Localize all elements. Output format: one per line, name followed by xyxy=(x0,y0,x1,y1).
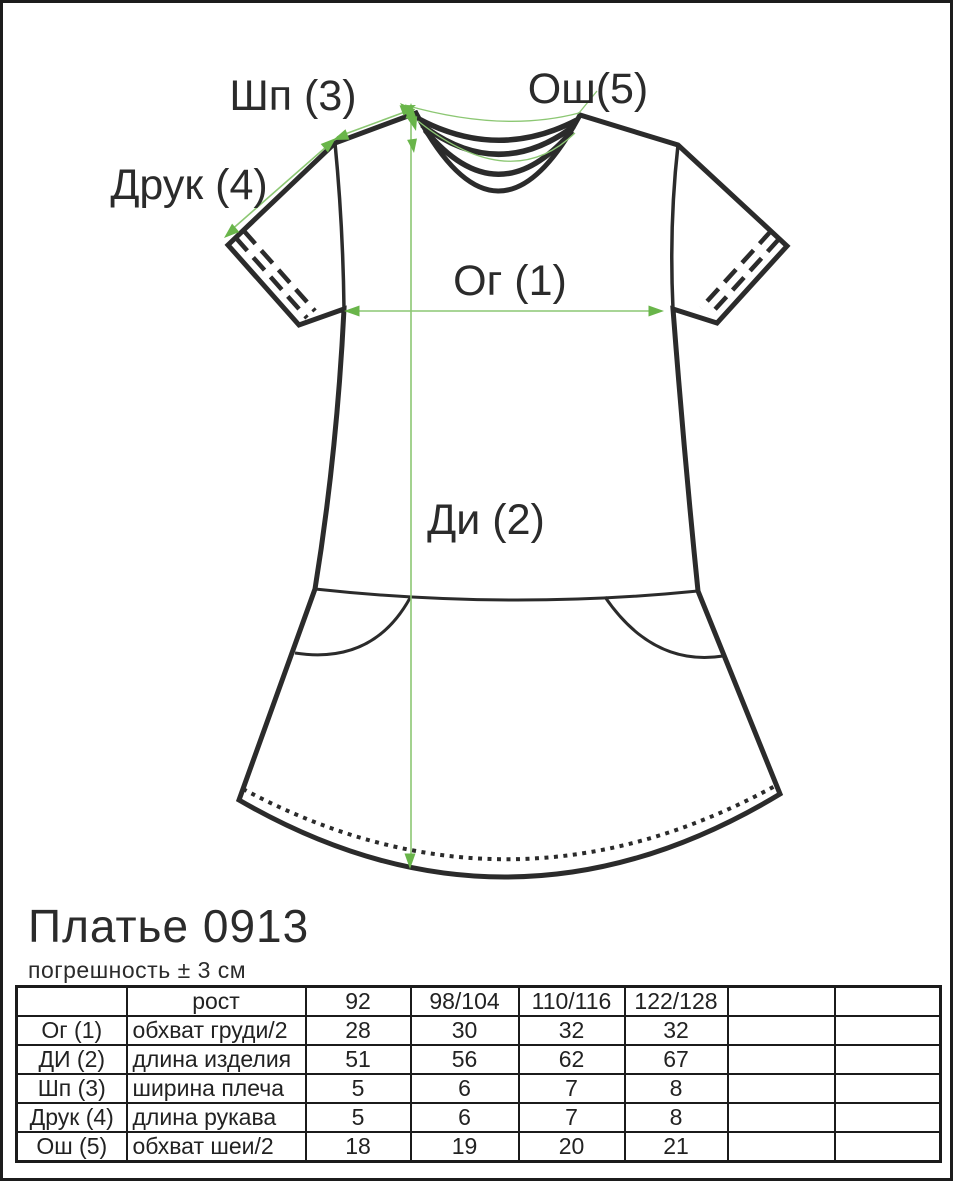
table-header-row xyxy=(17,987,941,1017)
value-cell xyxy=(728,1074,835,1103)
header-size-cell xyxy=(728,987,835,1017)
row-code-cell: ДИ (2) xyxy=(17,1045,127,1074)
value-cell xyxy=(728,1045,835,1074)
label-item-length: Ди (2) xyxy=(427,496,545,544)
table-row xyxy=(17,1074,941,1103)
table-row xyxy=(17,1045,941,1074)
row-code-cell: Друк (4) xyxy=(17,1103,127,1132)
table-row xyxy=(17,1103,941,1132)
value-cell xyxy=(835,1016,941,1045)
row-name-cell: длина рукава xyxy=(127,1103,306,1132)
label-chest-girth: Ог (1) xyxy=(453,257,567,305)
value-cell: 21 xyxy=(625,1132,728,1162)
size-table xyxy=(15,985,942,1163)
tolerance-note: погрешность ± 3 см xyxy=(28,957,247,983)
header-size-cell: 92 xyxy=(306,987,411,1017)
value-cell: 19 xyxy=(411,1132,519,1162)
value-cell: 7 xyxy=(519,1074,625,1103)
table-row xyxy=(17,1132,941,1162)
value-cell xyxy=(835,1045,941,1074)
value-cell: 8 xyxy=(625,1074,728,1103)
row-code-cell: Ог (1) xyxy=(17,1016,127,1045)
value-cell: 30 xyxy=(411,1016,519,1045)
value-cell: 20 xyxy=(519,1132,625,1162)
value-cell: 8 xyxy=(625,1103,728,1132)
value-cell: 5 xyxy=(306,1074,411,1103)
row-code-cell: Шп (3) xyxy=(17,1074,127,1103)
value-cell: 62 xyxy=(519,1045,625,1074)
row-name-cell: ширина плеча xyxy=(127,1074,306,1103)
value-cell: 32 xyxy=(625,1016,728,1045)
label-shoulder-width: Шп (3) xyxy=(229,72,357,120)
row-name-cell: обхват груди/2 xyxy=(127,1016,306,1045)
row-name-cell: обхват шеи/2 xyxy=(127,1132,306,1162)
dress-measurement-diagram xyxy=(3,3,953,893)
value-cell: 18 xyxy=(306,1132,411,1162)
value-cell xyxy=(835,1074,941,1103)
value-cell xyxy=(728,1016,835,1045)
dress-outline xyxy=(228,113,787,877)
value-cell xyxy=(835,1132,941,1162)
header-size-cell: 98/104 xyxy=(411,987,519,1017)
row-name-cell: длина изделия xyxy=(127,1045,306,1074)
label-neck-girth: Ош(5) xyxy=(527,65,649,113)
value-cell: 51 xyxy=(306,1045,411,1074)
label-sleeve-length: Друк (4) xyxy=(110,161,268,209)
value-cell: 32 xyxy=(519,1016,625,1045)
value-cell: 6 xyxy=(411,1074,519,1103)
value-cell xyxy=(728,1132,835,1162)
header-height-cell: рост xyxy=(127,987,306,1017)
value-cell: 5 xyxy=(306,1103,411,1132)
value-cell xyxy=(728,1103,835,1132)
value-cell xyxy=(835,1103,941,1132)
value-cell: 67 xyxy=(625,1045,728,1074)
header-size-cell: 110/116 xyxy=(519,987,625,1017)
header-size-cell xyxy=(835,987,941,1017)
value-cell: 6 xyxy=(411,1103,519,1132)
value-cell: 7 xyxy=(519,1103,625,1132)
header-blank-cell xyxy=(17,987,127,1017)
row-code-cell: Ош (5) xyxy=(17,1132,127,1162)
value-cell: 56 xyxy=(411,1045,519,1074)
table-row xyxy=(17,1016,941,1045)
value-cell: 28 xyxy=(306,1016,411,1045)
page-title: Платье 0913 xyxy=(28,900,310,952)
header-size-cell: 122/128 xyxy=(625,987,728,1017)
